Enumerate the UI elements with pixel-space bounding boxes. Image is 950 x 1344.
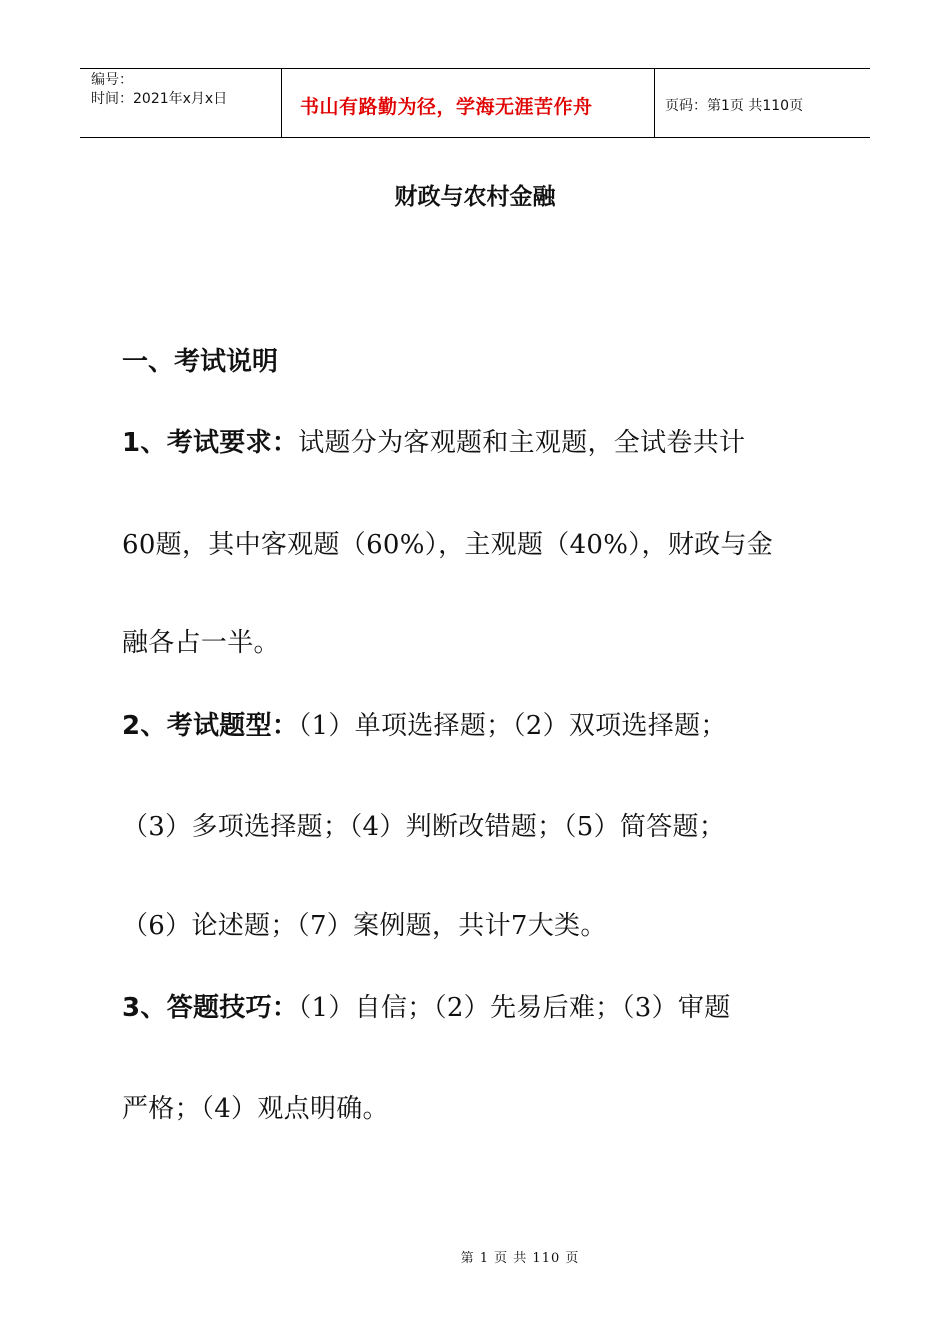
header-meta-cell <box>80 69 282 137</box>
item2-line1 <box>122 705 834 742</box>
time-label: 时间：2021年x月x日 <box>91 91 228 107</box>
page-footer: 第 1 页 共 110 页 <box>460 1251 580 1266</box>
header-motto: 书山有路勤为径，学海无涯苦作舟 <box>300 95 593 118</box>
header-motto-cell <box>282 69 655 137</box>
item1-text-line1: 试题分为客观题和主观题，全试卷共计 <box>298 428 746 458</box>
document-header <box>80 68 870 138</box>
header-page-cell <box>655 69 870 137</box>
item3-text-line2: 严格；（4）观点明确。 <box>122 1094 389 1124</box>
item2-text-line2: （3）多项选择题；（4）判断改错题；（5）简答题； <box>122 812 726 842</box>
header-page-info: 页码：第1页 共110页 <box>665 98 804 114</box>
item1-text-line3: 融各占一半。 <box>122 628 280 658</box>
item2-label: 2、考试题型： <box>122 711 299 741</box>
item3-line1 <box>122 987 834 1024</box>
item1-label: 1、考试要求： <box>122 428 299 458</box>
item2-text-line3: （6）论述题；（7）案例题，共计7大类。 <box>122 911 607 941</box>
document-title: 财政与农村金融 <box>394 184 556 210</box>
section-heading-exam-notes: 一、考试说明 <box>122 347 279 377</box>
item1-line1 <box>122 422 834 459</box>
item1-text-line2: 60题，其中客观题（60%），主观题（40%），财政与金 <box>122 530 774 560</box>
item3-label: 3、答题技巧： <box>122 993 299 1023</box>
item3-text-line1: （1）自信；（2）先易后难；（3）审题 <box>298 993 731 1023</box>
serial-label: 编号： <box>91 72 133 88</box>
item2-text-line1: （1）单项选择题；（2）双项选择题； <box>298 711 727 741</box>
